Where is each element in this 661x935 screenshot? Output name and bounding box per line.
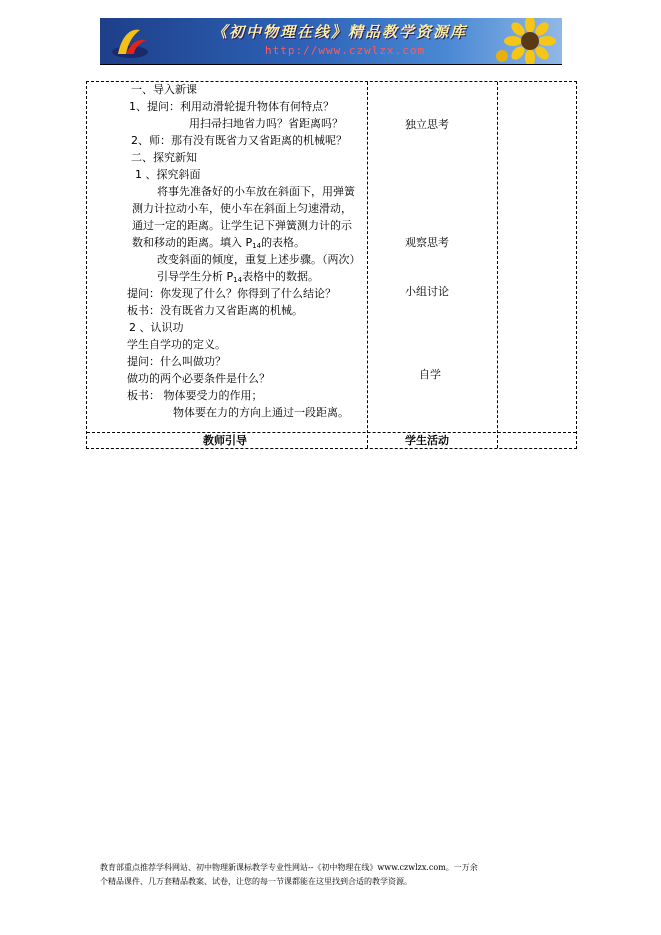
guide-line-text: 数和移动的距离。填入 P <box>132 236 253 249</box>
guide-line: 2 、认识功 <box>129 321 184 334</box>
activity-label: 自学 <box>419 368 441 381</box>
guide-line: 二、探究新知 <box>131 151 197 164</box>
guide-line-text: 的表格。 <box>261 236 306 249</box>
row-divider <box>87 432 576 433</box>
sunflower-icon <box>490 18 560 64</box>
guide-line: 板书： 物体要受力的作用； <box>127 389 263 402</box>
header-banner <box>100 18 562 64</box>
banner-title: 《初中物理在线》精品教学资源库 <box>212 23 468 41</box>
column-divider <box>367 82 368 448</box>
activity-label: 独立思考 <box>405 118 449 131</box>
guide-line: 1 、探究斜面 <box>135 168 201 181</box>
footer-line: 个精品课件、几万套精品教案、试卷，让您的每一节课都能在这里找到合适的教学资源。 <box>100 877 412 886</box>
column-header-student: 学生活动 <box>405 434 449 447</box>
footer-line: 教育部重点推荐学科网站、初中物理新课标教学专业性网站--《初中物理在线》www.czwlzx.com。一万余 <box>100 863 478 872</box>
lesson-table <box>86 81 577 449</box>
guide-line: 将事先准备好的小车放在斜面下，用弹簧 <box>157 185 355 198</box>
guide-line <box>157 270 319 287</box>
guide-line: 提问：什么叫做功？ <box>127 355 226 368</box>
activity-label: 观察思考 <box>405 236 449 249</box>
guide-line: 用扫帚扫地省力吗？省距离吗？ <box>189 117 343 130</box>
guide-line: 一、导入新课 <box>131 83 197 96</box>
guide-line: 提问：你发现了什么？你得到了什么结论？ <box>127 287 336 300</box>
page-reference: 14 <box>252 242 262 250</box>
header-rule <box>100 64 562 65</box>
guide-line <box>132 236 305 253</box>
column-header-teacher: 教师引导 <box>203 434 247 447</box>
banner-url[interactable]: http://www.czwlzx.com <box>265 44 426 57</box>
guide-line: 物体要在力的方向上通过一段距离。 <box>173 406 349 419</box>
activity-label: 小组讨论 <box>405 285 449 298</box>
guide-line: 测力计拉动小车，使小车在斜面上匀速滑动， <box>132 202 352 215</box>
site-logo-icon <box>110 24 150 60</box>
guide-line: 2、师：那有没有既省力又省距离的机械呢？ <box>131 134 347 147</box>
guide-line: 通过一定的距离。让学生记下弹簧测力计的示 <box>132 219 352 232</box>
guide-line-text: 表格中的数据。 <box>242 270 320 283</box>
guide-line: 改变斜面的倾度，重复上述步骤。（两次） <box>157 253 361 266</box>
guide-line: 学生自学功的定义。 <box>127 338 226 351</box>
guide-line: 做功的两个必要条件是什么？ <box>127 372 270 385</box>
page-reference: 14 <box>233 276 243 284</box>
guide-line: 板书：没有既省力又省距离的机械。 <box>127 304 303 317</box>
guide-line-text: 引导学生分析 P <box>157 270 234 283</box>
guide-line: 1、提问：利用动滑轮提升物体有何特点？ <box>129 100 334 113</box>
column-divider <box>497 82 498 448</box>
